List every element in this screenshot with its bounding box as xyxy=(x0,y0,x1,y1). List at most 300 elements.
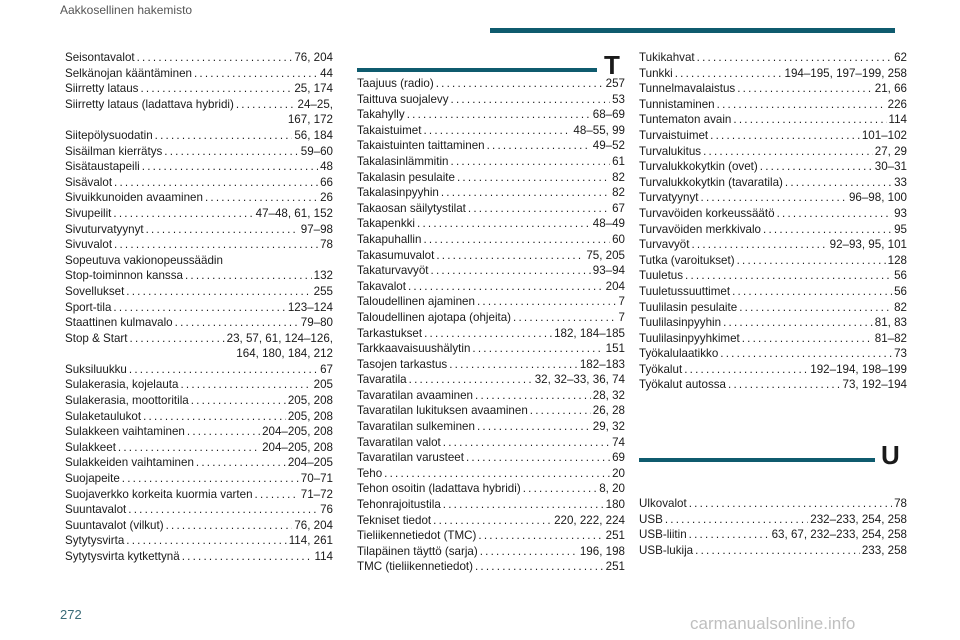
page-number: 272 xyxy=(60,607,82,622)
index-pages: 205, 208 xyxy=(287,409,333,423)
index-term: Sovellukset xyxy=(65,284,125,298)
index-entry xyxy=(639,81,907,97)
index-term: Sisävalot xyxy=(65,175,113,189)
index-pages: 56 xyxy=(894,269,907,283)
index-pages: 204–205 xyxy=(287,456,333,470)
dot-leader xyxy=(457,170,610,186)
index-term: Suksiluukku xyxy=(65,362,127,376)
index-pages: 48–49 xyxy=(592,217,625,231)
index-term: Turvalukkokytkin (tavaratila) xyxy=(639,175,783,189)
index-term: Sulakkeiden vaihtaminen xyxy=(65,456,194,470)
index-pages: 63, 67, 232–233, 254, 258 xyxy=(771,528,907,542)
index-pages: 196, 198 xyxy=(579,544,625,558)
index-pages: 151 xyxy=(605,342,625,356)
index-term: Takaistuinten taittaminen xyxy=(357,139,485,153)
dot-leader xyxy=(130,331,225,347)
index-entry xyxy=(357,372,625,388)
index-term: Selkänojan kääntäminen xyxy=(65,66,192,80)
dot-leader xyxy=(113,300,285,316)
index-term: Tutka (varoitukset) xyxy=(639,253,735,267)
dot-leader xyxy=(523,481,598,497)
index-pages: 192–194, 198–199 xyxy=(810,362,907,376)
index-entry xyxy=(639,253,907,269)
dot-leader xyxy=(255,487,299,503)
index-pages: 82 xyxy=(612,170,625,184)
dot-leader xyxy=(180,377,311,393)
index-term: Tukikahvat xyxy=(639,51,695,64)
index-entry xyxy=(357,123,625,139)
index-term: Suuntavalot (vilkut) xyxy=(65,518,164,532)
index-term: Tavaratilan lukituksen avaaminen xyxy=(357,404,528,418)
index-term: Tehonrajoitustila xyxy=(357,498,441,512)
index-term: Sulakerasia, kojelauta xyxy=(65,378,179,392)
index-entry xyxy=(357,107,625,123)
index-pages: 97–98 xyxy=(300,222,333,236)
index-term: Suojaverkko korkeita kuormia varten xyxy=(65,487,253,501)
index-pages: 114 xyxy=(314,550,333,563)
index-pages: 257 xyxy=(605,77,625,90)
index-pages: 75, 205 xyxy=(586,248,625,262)
index-term: Siirretty lataus xyxy=(65,82,139,96)
dot-leader xyxy=(142,159,318,175)
index-term: Ulkovalot xyxy=(639,497,687,510)
index-pages: 70–71 xyxy=(300,472,333,486)
index-pages: 26, 28 xyxy=(592,404,625,418)
index-term: Sulakkeen vaihtaminen xyxy=(65,425,185,439)
index-entry xyxy=(65,424,333,440)
index-pages: 27, 29 xyxy=(874,144,907,158)
index-entry xyxy=(357,170,625,186)
index-pages: 78 xyxy=(894,497,907,510)
dot-leader xyxy=(691,237,827,253)
index-entry xyxy=(357,341,625,357)
index-pages: 79–80 xyxy=(300,316,333,330)
index-pages: 114 xyxy=(888,113,907,127)
index-entry xyxy=(357,92,625,108)
dot-leader xyxy=(433,513,552,529)
index-pages: 255 xyxy=(313,284,333,298)
index-entry xyxy=(639,362,907,378)
index-entry xyxy=(639,237,907,253)
index-entry xyxy=(65,471,333,487)
index-term: USB-lukija xyxy=(639,543,694,557)
index-term: Teho xyxy=(357,466,383,480)
index-entry xyxy=(65,268,333,284)
index-term: Turvatyynyt xyxy=(639,191,699,205)
index-term: Työkalut xyxy=(639,362,683,376)
index-term: Sulaketaulukot xyxy=(65,409,142,423)
index-entry xyxy=(357,310,625,326)
index-entry xyxy=(357,279,625,295)
dot-leader xyxy=(423,123,571,139)
index-term: Sivuvalot xyxy=(65,238,113,252)
index-term: Takahylly xyxy=(357,108,405,122)
dot-leader xyxy=(114,175,318,191)
index-pages: 92–93, 95, 101 xyxy=(829,238,907,252)
section-letter-u: U xyxy=(881,440,900,470)
index-entry xyxy=(65,300,333,316)
index-term: Takalasin pesulaite xyxy=(357,170,455,184)
index-entry xyxy=(357,419,625,435)
dot-leader xyxy=(424,326,552,342)
index-term: Turvavöiden merkkivalo xyxy=(639,222,761,236)
dot-leader xyxy=(739,300,892,316)
index-pages: 233, 258 xyxy=(861,543,907,557)
index-term: Takavalot xyxy=(357,279,406,293)
index-term: Tavaratilan sulkeminen xyxy=(357,420,475,434)
index-term: Takaistuimet xyxy=(357,123,422,137)
index-term: Tuulilasinpyyhkimet xyxy=(639,331,740,345)
index-entry xyxy=(639,377,907,393)
index-term: Sisäilman kierrätys xyxy=(65,144,163,158)
index-pages: 101–102 xyxy=(861,128,907,142)
index-pages: 32, 32–33, 36, 74 xyxy=(534,373,625,387)
index-pages: 180 xyxy=(605,498,625,512)
index-entry xyxy=(639,527,907,543)
index-term: Siirretty lataus (ladattava hybridi) xyxy=(65,97,234,111)
index-entry xyxy=(639,496,907,512)
dot-leader xyxy=(128,502,318,518)
index-term: Turvaistuimet xyxy=(639,128,709,142)
dot-leader xyxy=(475,388,591,404)
index-pages: 28, 32 xyxy=(592,388,625,402)
dot-leader xyxy=(126,284,311,300)
dot-leader xyxy=(733,112,886,128)
index-pages: 73 xyxy=(894,347,907,361)
index-entry xyxy=(639,315,907,331)
index-term: Tavaratilan avaaminen xyxy=(357,388,474,402)
index-pages: 47–48, 61, 152 xyxy=(255,206,333,220)
index-term: Takasumuvalot xyxy=(357,248,435,262)
index-entry xyxy=(357,326,625,342)
section-divider-t xyxy=(357,68,597,72)
index-entry xyxy=(357,513,625,529)
index-pages: 220, 222, 224 xyxy=(554,513,625,527)
index-pages: 81, 83 xyxy=(874,316,907,330)
index-pages: 48–55, 99 xyxy=(573,123,625,137)
index-entry xyxy=(65,206,333,222)
dot-leader xyxy=(449,357,578,373)
index-term: Tunnelmavalaistus xyxy=(639,82,736,96)
index-pages: 76, 204 xyxy=(294,51,333,64)
index-pages: 44 xyxy=(320,66,333,80)
dot-leader xyxy=(443,497,604,513)
index-term: Tilapäinen täyttö (sarja) xyxy=(357,544,478,558)
index-entry xyxy=(65,487,333,503)
index-entry xyxy=(357,544,625,560)
index-term: Takaosan säilytystilat xyxy=(357,201,466,215)
index-term: Tasojen tarkastus xyxy=(357,357,448,371)
index-entry xyxy=(357,154,625,170)
dot-leader xyxy=(436,248,584,264)
index-entry xyxy=(65,144,333,160)
dot-leader xyxy=(675,66,783,82)
index-term: Työkalut autossa xyxy=(639,378,727,392)
index-entry xyxy=(639,66,907,82)
dot-leader xyxy=(122,471,299,487)
index-term: Seisontavalot xyxy=(65,51,135,64)
index-pages: 56, 184 xyxy=(294,128,333,142)
index-pages-continued: 164, 180, 184, 212 xyxy=(236,347,333,361)
index-pages: 132 xyxy=(313,269,333,283)
index-entry xyxy=(357,294,625,310)
index-entry xyxy=(357,497,625,513)
dot-leader xyxy=(205,190,318,206)
index-pages: 21, 66 xyxy=(874,82,907,96)
index-pages: 251 xyxy=(605,560,625,574)
index-entry xyxy=(357,76,625,92)
dot-leader xyxy=(717,97,886,113)
dot-leader xyxy=(143,409,286,425)
index-term: Tuuletus xyxy=(639,269,684,283)
index-pages: 82 xyxy=(612,186,625,200)
index-term: Tekniset tiedot xyxy=(357,513,432,527)
index-term: Tavaratilan valot xyxy=(357,435,441,449)
index-pages: 226 xyxy=(887,97,907,111)
dot-leader xyxy=(689,527,770,543)
index-entry xyxy=(357,388,625,404)
index-term: Turvalukitus xyxy=(639,144,702,158)
index-term: Sivuikkunoiden avaaminen xyxy=(65,191,203,205)
index-entry xyxy=(65,331,333,347)
index-entry xyxy=(65,190,333,206)
index-pages: 74 xyxy=(612,435,625,449)
index-entry xyxy=(357,185,625,201)
index-term: Sopeutuva vakionopeussäädin xyxy=(65,253,223,267)
index-term: Stop & Start xyxy=(65,331,128,345)
index-entry xyxy=(639,112,907,128)
index-entry xyxy=(639,144,907,160)
index-term: Tuuletussuuttimet xyxy=(639,284,731,298)
index-term: Taloudellinen ajaminen xyxy=(357,295,475,309)
dot-leader xyxy=(126,533,286,549)
dot-leader xyxy=(513,310,617,326)
index-entry xyxy=(639,268,907,284)
index-pages: 25, 174 xyxy=(294,82,333,96)
dot-leader xyxy=(423,232,610,248)
dot-leader xyxy=(185,268,312,284)
index-term: Sulakkeet xyxy=(65,440,116,454)
index-term: Suojapeite xyxy=(65,472,120,486)
dot-leader xyxy=(146,222,299,238)
index-entry xyxy=(639,222,907,238)
dot-leader xyxy=(175,315,299,331)
index-pages: 66 xyxy=(320,175,333,189)
index-term: Turvalukkokytkin (ovet) xyxy=(639,160,758,174)
dot-leader xyxy=(436,76,604,92)
dot-leader xyxy=(703,144,873,160)
dot-leader xyxy=(763,222,892,238)
dot-leader xyxy=(407,107,591,123)
index-term: Tieliikennetiedot (TMC) xyxy=(357,529,477,543)
index-term: Staattinen kulmavalo xyxy=(65,316,173,330)
index-entry xyxy=(357,138,625,154)
dot-leader xyxy=(478,528,603,544)
dot-leader xyxy=(129,362,318,378)
dot-leader xyxy=(737,81,873,97)
dot-leader xyxy=(187,424,260,440)
index-entry xyxy=(639,50,907,66)
dot-leader xyxy=(701,190,847,206)
index-entry xyxy=(65,284,333,300)
index-entry xyxy=(639,331,907,347)
index-term: Sivuturvatyynyt xyxy=(65,222,144,236)
index-term: Tuntematon avain xyxy=(639,113,732,127)
section-letter-t: T xyxy=(604,50,620,80)
index-pages: 30–31 xyxy=(874,160,907,174)
index-pages: 81–82 xyxy=(874,331,907,345)
dot-leader xyxy=(785,175,892,191)
index-term: Tunkki xyxy=(639,66,673,80)
index-pages: 24–25, xyxy=(297,97,333,111)
dot-leader xyxy=(710,128,860,144)
dot-leader xyxy=(760,159,873,175)
index-term: Tavaratilan varusteet xyxy=(357,451,464,465)
index-pages: 232–233, 254, 258 xyxy=(810,512,907,526)
index-entry xyxy=(65,409,333,425)
index-column-t xyxy=(357,76,625,575)
index-pages: 204–205, 208 xyxy=(262,425,333,439)
index-pages: 73, 192–194 xyxy=(842,378,907,392)
index-term: Taittuva suojalevy xyxy=(357,92,449,106)
dot-leader xyxy=(191,393,286,409)
index-entry xyxy=(65,393,333,409)
header-title: Aakkosellinen hakemisto xyxy=(60,3,193,17)
index-pages: 20 xyxy=(612,466,625,480)
index-pages: 96–98, 100 xyxy=(848,191,907,205)
dot-leader xyxy=(468,201,610,217)
index-entry xyxy=(65,159,333,175)
index-pages: 48 xyxy=(320,160,333,174)
index-entry xyxy=(639,284,907,300)
index-pages: 56 xyxy=(894,284,907,298)
index-pages: 29, 32 xyxy=(592,420,625,434)
dot-leader xyxy=(689,496,892,512)
index-pages: 61 xyxy=(612,154,625,168)
index-term: Sytytysvirta kytkettynä xyxy=(65,550,180,563)
index-pages: 204–205, 208 xyxy=(262,440,333,454)
index-pages: 62 xyxy=(894,51,907,64)
index-pages: 204 xyxy=(605,279,625,293)
index-term: Takalasinpyyhin xyxy=(357,186,439,200)
index-entry xyxy=(65,315,333,331)
index-entry xyxy=(639,159,907,175)
dot-leader xyxy=(113,206,253,222)
index-term: Taloudellinen ajotapa (ohjeita) xyxy=(357,310,512,324)
index-column-u xyxy=(639,496,907,558)
dot-leader xyxy=(777,206,893,222)
dot-leader xyxy=(530,403,591,419)
index-entry xyxy=(357,216,625,232)
index-term: Takapenkki xyxy=(357,217,416,231)
index-term: Tehon osoitin (ladattava hybridi) xyxy=(357,482,521,496)
index-pages: 53 xyxy=(612,92,625,106)
index-term: Tarkastukset xyxy=(357,326,423,340)
dot-leader xyxy=(114,237,318,253)
index-term: USB xyxy=(639,512,663,526)
index-entry xyxy=(65,253,333,269)
index-entry xyxy=(65,362,333,378)
index-pages: 128 xyxy=(887,253,907,267)
index-term: Stop-toiminnon kanssa xyxy=(65,269,183,283)
dot-leader xyxy=(684,362,808,378)
index-term: Suuntavalot xyxy=(65,503,127,517)
index-entry xyxy=(639,543,907,559)
index-entry xyxy=(65,237,333,253)
index-entry xyxy=(65,502,333,518)
index-term: Turvavyöt xyxy=(639,238,690,252)
index-term: Tuulilasinpyyhin xyxy=(639,316,722,330)
index-pages: 93 xyxy=(894,206,907,220)
dot-leader xyxy=(441,185,610,201)
index-pages: 60 xyxy=(612,232,625,246)
index-entry xyxy=(357,263,625,279)
dot-leader xyxy=(697,50,892,66)
dot-leader xyxy=(451,92,611,108)
index-entry xyxy=(357,403,625,419)
dot-leader xyxy=(182,549,313,565)
index-entry xyxy=(357,201,625,217)
dot-leader xyxy=(737,253,886,269)
index-entry xyxy=(639,97,907,113)
index-pages: 59–60 xyxy=(300,144,333,158)
index-pages: 114, 261 xyxy=(288,534,333,548)
index-term: Tuulilasin pesulaite xyxy=(639,300,738,314)
dot-leader xyxy=(732,284,892,300)
header-accent-bar xyxy=(490,28,895,33)
index-pages: 82 xyxy=(894,300,907,314)
dot-leader xyxy=(408,279,604,295)
dot-leader xyxy=(728,377,841,393)
index-entry xyxy=(65,222,333,238)
dot-leader xyxy=(164,144,298,160)
index-term: Tarkkaavaisuushälytin xyxy=(357,342,471,356)
section-divider-u xyxy=(639,458,875,462)
index-column-t-continued xyxy=(639,50,907,393)
index-term: Sivupeilit xyxy=(65,206,112,220)
index-entry xyxy=(639,175,907,191)
dot-leader xyxy=(417,216,591,232)
dot-leader xyxy=(155,128,293,144)
dot-leader xyxy=(140,81,292,97)
index-entry xyxy=(65,81,333,97)
index-term: USB-liitin xyxy=(639,528,687,542)
index-pages: 23, 57, 61, 124–126, xyxy=(226,331,333,345)
index-term: Siitepölysuodatin xyxy=(65,128,153,142)
index-term: Taajuus (radio) xyxy=(357,77,434,90)
index-entry xyxy=(357,559,625,575)
index-entry xyxy=(65,377,333,393)
index-pages: 49–52 xyxy=(592,139,625,153)
dot-leader xyxy=(723,315,873,331)
index-pages: 251 xyxy=(605,529,625,543)
index-entry xyxy=(65,549,333,565)
index-entry xyxy=(65,97,333,113)
index-entry xyxy=(65,175,333,191)
index-entry xyxy=(357,357,625,373)
index-term: Tunnistaminen xyxy=(639,97,715,111)
index-term: Tavaratila xyxy=(357,373,407,387)
dot-leader xyxy=(475,559,604,575)
index-pages: 68–69 xyxy=(592,108,625,122)
dot-leader xyxy=(665,512,808,528)
index-entry xyxy=(357,481,625,497)
index-term: Sisätaustapeili xyxy=(65,160,140,174)
index-entry xyxy=(65,533,333,549)
index-pages: 205, 208 xyxy=(287,394,333,408)
index-pages: 33 xyxy=(894,175,907,189)
index-entry xyxy=(639,128,907,144)
